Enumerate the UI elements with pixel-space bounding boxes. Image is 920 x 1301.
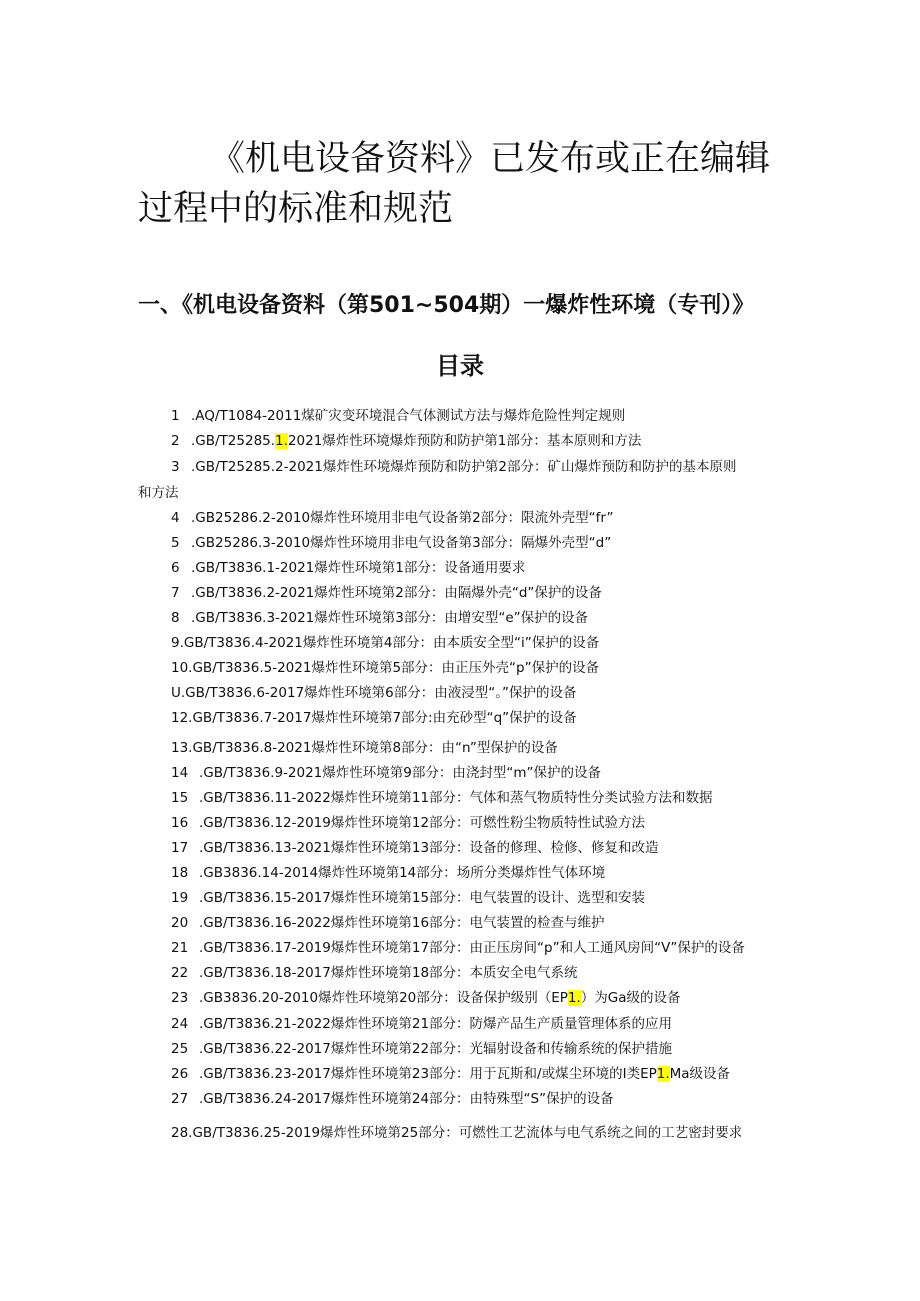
toc-item [171, 1062, 730, 1087]
toc-item [171, 631, 599, 656]
toc-item-text: .GB/T3836.13-2021爆炸性环境第13部分：设备的修理、检修、修复和改造 [199, 840, 659, 856]
toc-item [171, 886, 645, 911]
toc-item-text: Ma级设备 [669, 1066, 731, 1082]
toc-item-text: .GB/T3836.15-2017爆炸性环境第15部分：电气装置的设计、选型和安装 [199, 890, 646, 906]
highlight-mark: 1. [275, 433, 288, 449]
toc-item-number: 18 [171, 865, 189, 881]
toc-item-text: 12.GB/T3836.7-2017爆炸性环境第7部分:由充砂型“q”保护的设备 [171, 710, 577, 726]
toc-item [171, 911, 605, 936]
toc-item-text: 28.GB/T3836.25-2019爆炸性环境第25部分：可燃性工艺流体与电气系统之间的工艺密封要求 [171, 1125, 743, 1141]
toc-item [171, 506, 614, 531]
toc-item-number: 19 [171, 890, 189, 906]
toc-item-number: 25 [171, 1041, 189, 1057]
toc-item-number: 26 [171, 1066, 189, 1082]
toc-item-text: .GB/T3836.2-2021爆炸性环境第2部分：由隔爆外壳“d”保护的设备 [191, 585, 602, 601]
toc-item-text: 2021爆炸性环境爆炸预防和防护第1部分：基本原则和方法 [287, 433, 642, 449]
toc-item-number: 7 [171, 585, 180, 601]
toc-item [171, 429, 641, 454]
highlight-mark: 1. [656, 1066, 670, 1082]
toc-item [171, 1121, 742, 1146]
toc-item [171, 961, 578, 986]
toc-item-text: .GB/T3836.21-2022爆炸性环境第21部分：防爆产品生产质量管理体系的应用 [199, 1016, 673, 1032]
toc-item-number: 8 [171, 610, 180, 626]
toc-item-text: .GB/T3836.3-2021爆炸性环境第3部分：由增安型“e”保护的设备 [191, 610, 589, 626]
toc-item-number: 23 [171, 990, 189, 1006]
toc-item [171, 581, 602, 606]
toc-item-text: .GB/T3836.24-2017爆炸性环境第24部分：由特殊型“S”保护的设备 [199, 1091, 614, 1107]
toc-item-text: .GB/T3836.1-2021爆炸性环境第1部分：设备通用要求 [191, 560, 526, 576]
toc-item-text: .AQ/T1084-2011煤矿灾变环境混合气体测试方法与爆炸危险性判定规则 [191, 408, 626, 424]
toc-item-text: .GB/T3836.18-2017爆炸性环境第18部分：本质安全电气系统 [199, 965, 578, 981]
toc-item [171, 706, 577, 731]
toc-item-continuation: 和方法 [138, 485, 179, 501]
toc-item [171, 986, 681, 1011]
toc-item-text: ）为Ga级的设备 [580, 990, 681, 1006]
toc-item-text: .GB/T25285.2-2021爆炸性环境爆炸预防和防护第2部分：矿山爆炸预防和防护的基本原则 [191, 459, 737, 475]
section-heading: 一、《机电设备资料（第501~504期）一爆炸性环境（专刊）》 [138, 293, 755, 318]
toc-item-number: 15 [171, 790, 189, 806]
toc-item-number: 1 [171, 408, 180, 424]
toc-item-text: .GB/T25285. [191, 433, 276, 449]
toc-item-number: 4 [171, 510, 180, 526]
toc-item-text: .GB/T3836.22-2017爆炸性环境第22部分：光辐射设备和传输系统的保护措施 [199, 1041, 673, 1057]
toc-item-text: .GB3836.14-2014爆炸性环境第14部分：场所分类爆炸性气体环境 [199, 865, 606, 881]
toc-item [171, 786, 713, 811]
toc-item-text: .GB3836.20-2010爆炸性环境第20部分：设备保护级别（EP [199, 990, 568, 1006]
toc-item [171, 736, 558, 761]
toc-item [171, 606, 588, 631]
toc-item-number: 24 [171, 1016, 189, 1032]
toc-item-text: 10.GB/T3836.5-2021爆炸性环境第5部分：由正压外壳“p”保护的设备 [171, 660, 600, 676]
toc-item-number: 20 [171, 915, 189, 931]
toc-item-number: 27 [171, 1091, 189, 1107]
toc-item-text: .GB/T3836.9-2021爆炸性环境第9部分：由浇封型“m”保护的设备 [199, 765, 602, 781]
toc-item-number: 6 [171, 560, 180, 576]
toc-item [171, 761, 601, 786]
toc-item-text: .GB/T3836.17-2019爆炸性环境第17部分：由正压房间“p”和人工通风房间“V”保护的设备 [199, 940, 745, 956]
toc-item [171, 861, 605, 886]
toc-item [171, 836, 659, 861]
toc-item-number: 22 [171, 965, 189, 981]
toc-item [171, 656, 599, 681]
toc-item [171, 1012, 672, 1037]
toc-item-text: .GB25286.3-2010爆炸性环境用非电气设备第3部分：隔爆外壳型“d” [191, 535, 612, 551]
toc-item-text: 9.GB/T3836.4-2021爆炸性环境第4部分：由本质安全型“i”保护的设备 [171, 635, 600, 651]
toc-item [171, 556, 525, 581]
document-title: 《机电设备资料》已发布或正在编辑过程中的标准和规范 [138, 139, 771, 229]
toc-item [171, 936, 745, 961]
toc-item [171, 531, 611, 556]
toc-item-number: 3 [171, 459, 180, 475]
toc-item-number: 14 [171, 765, 189, 781]
toc-item-text: .GB25286.2-2010爆炸性环境用非电气设备第2部分：限流外壳型“fr” [191, 510, 614, 526]
toc-item [171, 1087, 614, 1112]
toc-item [171, 404, 625, 429]
toc-item [171, 1037, 672, 1062]
toc-item-text: 13.GB/T3836.8-2021爆炸性环境第8部分：由“n”型保护的设备 [171, 740, 558, 756]
toc-item-number: 17 [171, 840, 189, 856]
toc-item-text: .GB/T3836.16-2022爆炸性环境第16部分：电气装置的检查与维护 [199, 915, 605, 931]
toc-item-number: 16 [171, 815, 189, 831]
toc-item-text: .GB/T3836.11-2022爆炸性环境第11部分：气体和蒸气物质特性分类试验方法和数据 [199, 790, 713, 806]
toc-item [171, 811, 645, 836]
toc-item-number: 21 [171, 940, 189, 956]
toc-item-text: .GB/T3836.12-2019爆炸性环境第12部分：可燃性粉尘物质特性试验方法 [199, 815, 646, 831]
toc-item [171, 681, 576, 706]
highlight-mark: 1. [567, 990, 581, 1006]
toc-item-number: 5 [171, 535, 180, 551]
toc-item-text: U.GB/T3836.6-2017爆炸性环境第6部分：由液浸型“。”保护的设备 [171, 685, 577, 701]
toc-item-number: 2 [171, 433, 180, 449]
toc-item [171, 455, 736, 480]
toc-item-text: .GB/T3836.23-2017爆炸性环境第23部分：用于瓦斯和/或煤尘环境的I类EP [199, 1066, 657, 1082]
toc-heading: 目录 [436, 352, 484, 380]
